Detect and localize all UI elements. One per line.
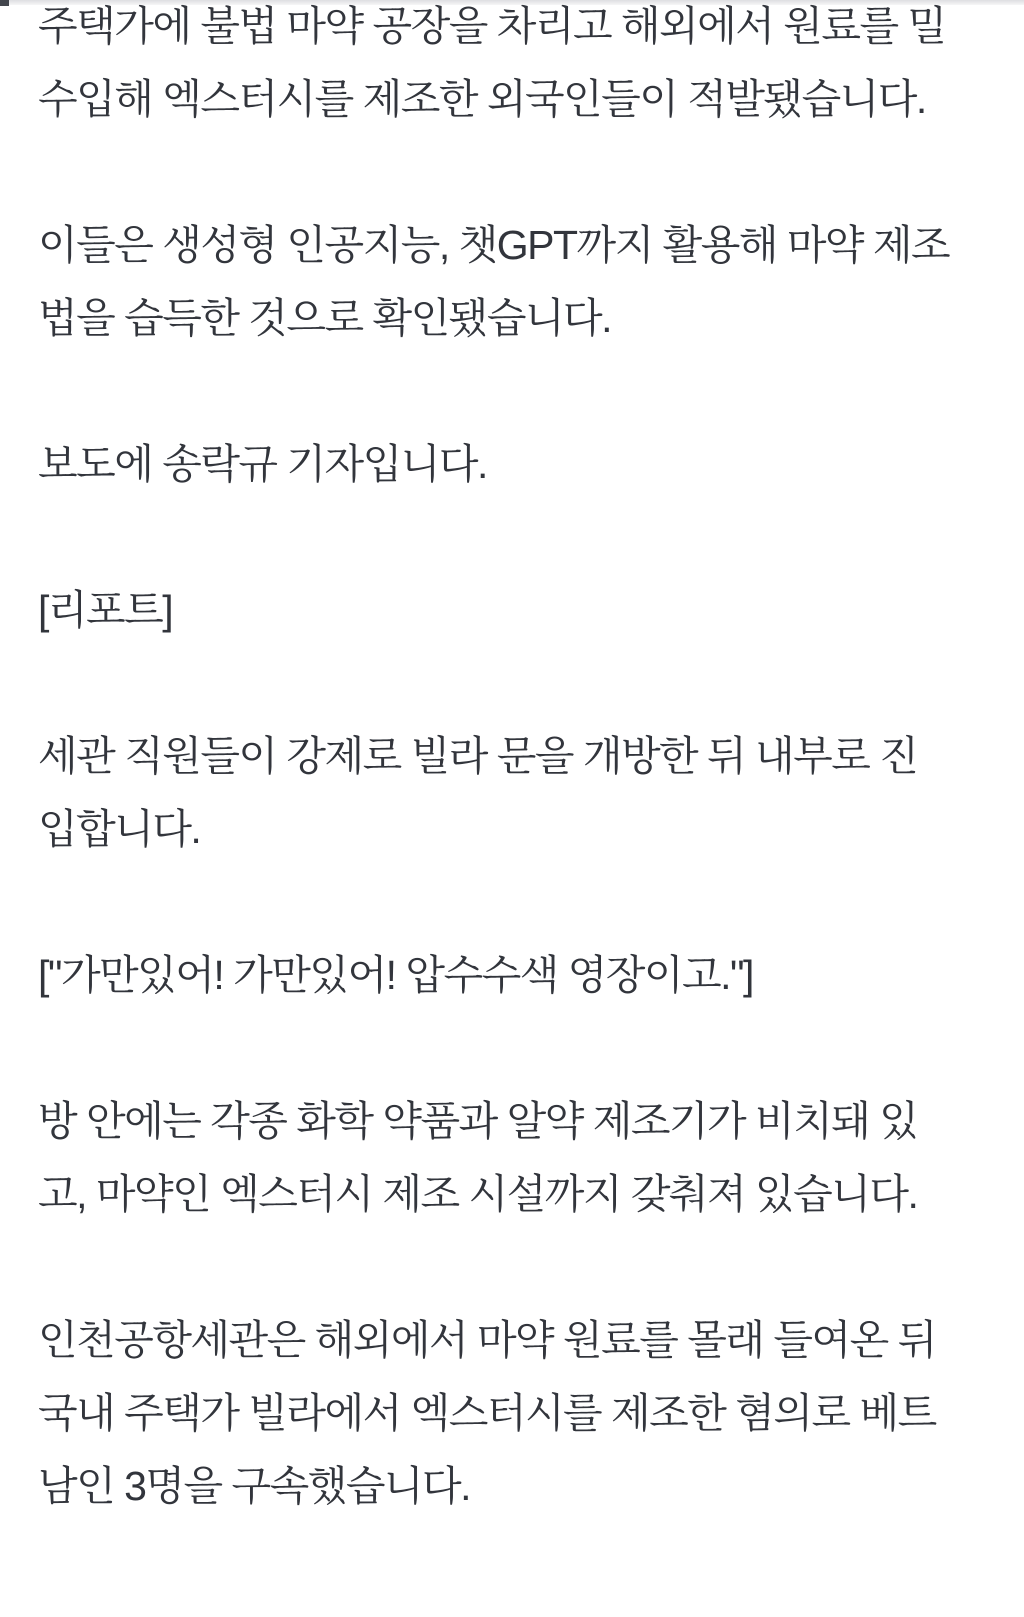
article-paragraph: 보도에 송락규 기자입니다. bbox=[38, 441, 487, 487]
article-body bbox=[38, 0, 950, 1523]
article-paragraph: 인천공항세관은 해외에서 마약 원료를 몰래 들여온 뒤 국내 주택가 빌라에서 엑스터시를 제조한 혐의로 베트남인 3명을 구속했습니다. bbox=[38, 1317, 936, 1509]
article-paragraph: 주택가에 불법 마약 공장을 차리고 해외에서 원료를 밀수입해 엑스터시를 제조한 외국인들이 적발됐습니다. bbox=[38, 3, 946, 122]
article-paragraph: 방 안에는 각종 화학 약품과 알약 제조기가 비치돼 있고, 마약인 엑스터시 제조 시설까지 갖춰져 있습니다. bbox=[38, 1098, 918, 1217]
article-paragraph: [리포트] bbox=[38, 587, 173, 633]
article-paragraph: 이들은 생성형 인공지능, 챗GPT까지 활용해 마약 제조법을 습득한 것으로 확인됐습니다. bbox=[38, 222, 950, 341]
article-paragraph: 세관 직원들이 강제로 빌라 문을 개방한 뒤 내부로 진입합니다. bbox=[38, 733, 918, 852]
cropped-glyph-fragment bbox=[0, 0, 9, 6]
article-paragraph: ["가만있어! 가만있어! 압수수색 영장이고."] bbox=[38, 952, 753, 998]
